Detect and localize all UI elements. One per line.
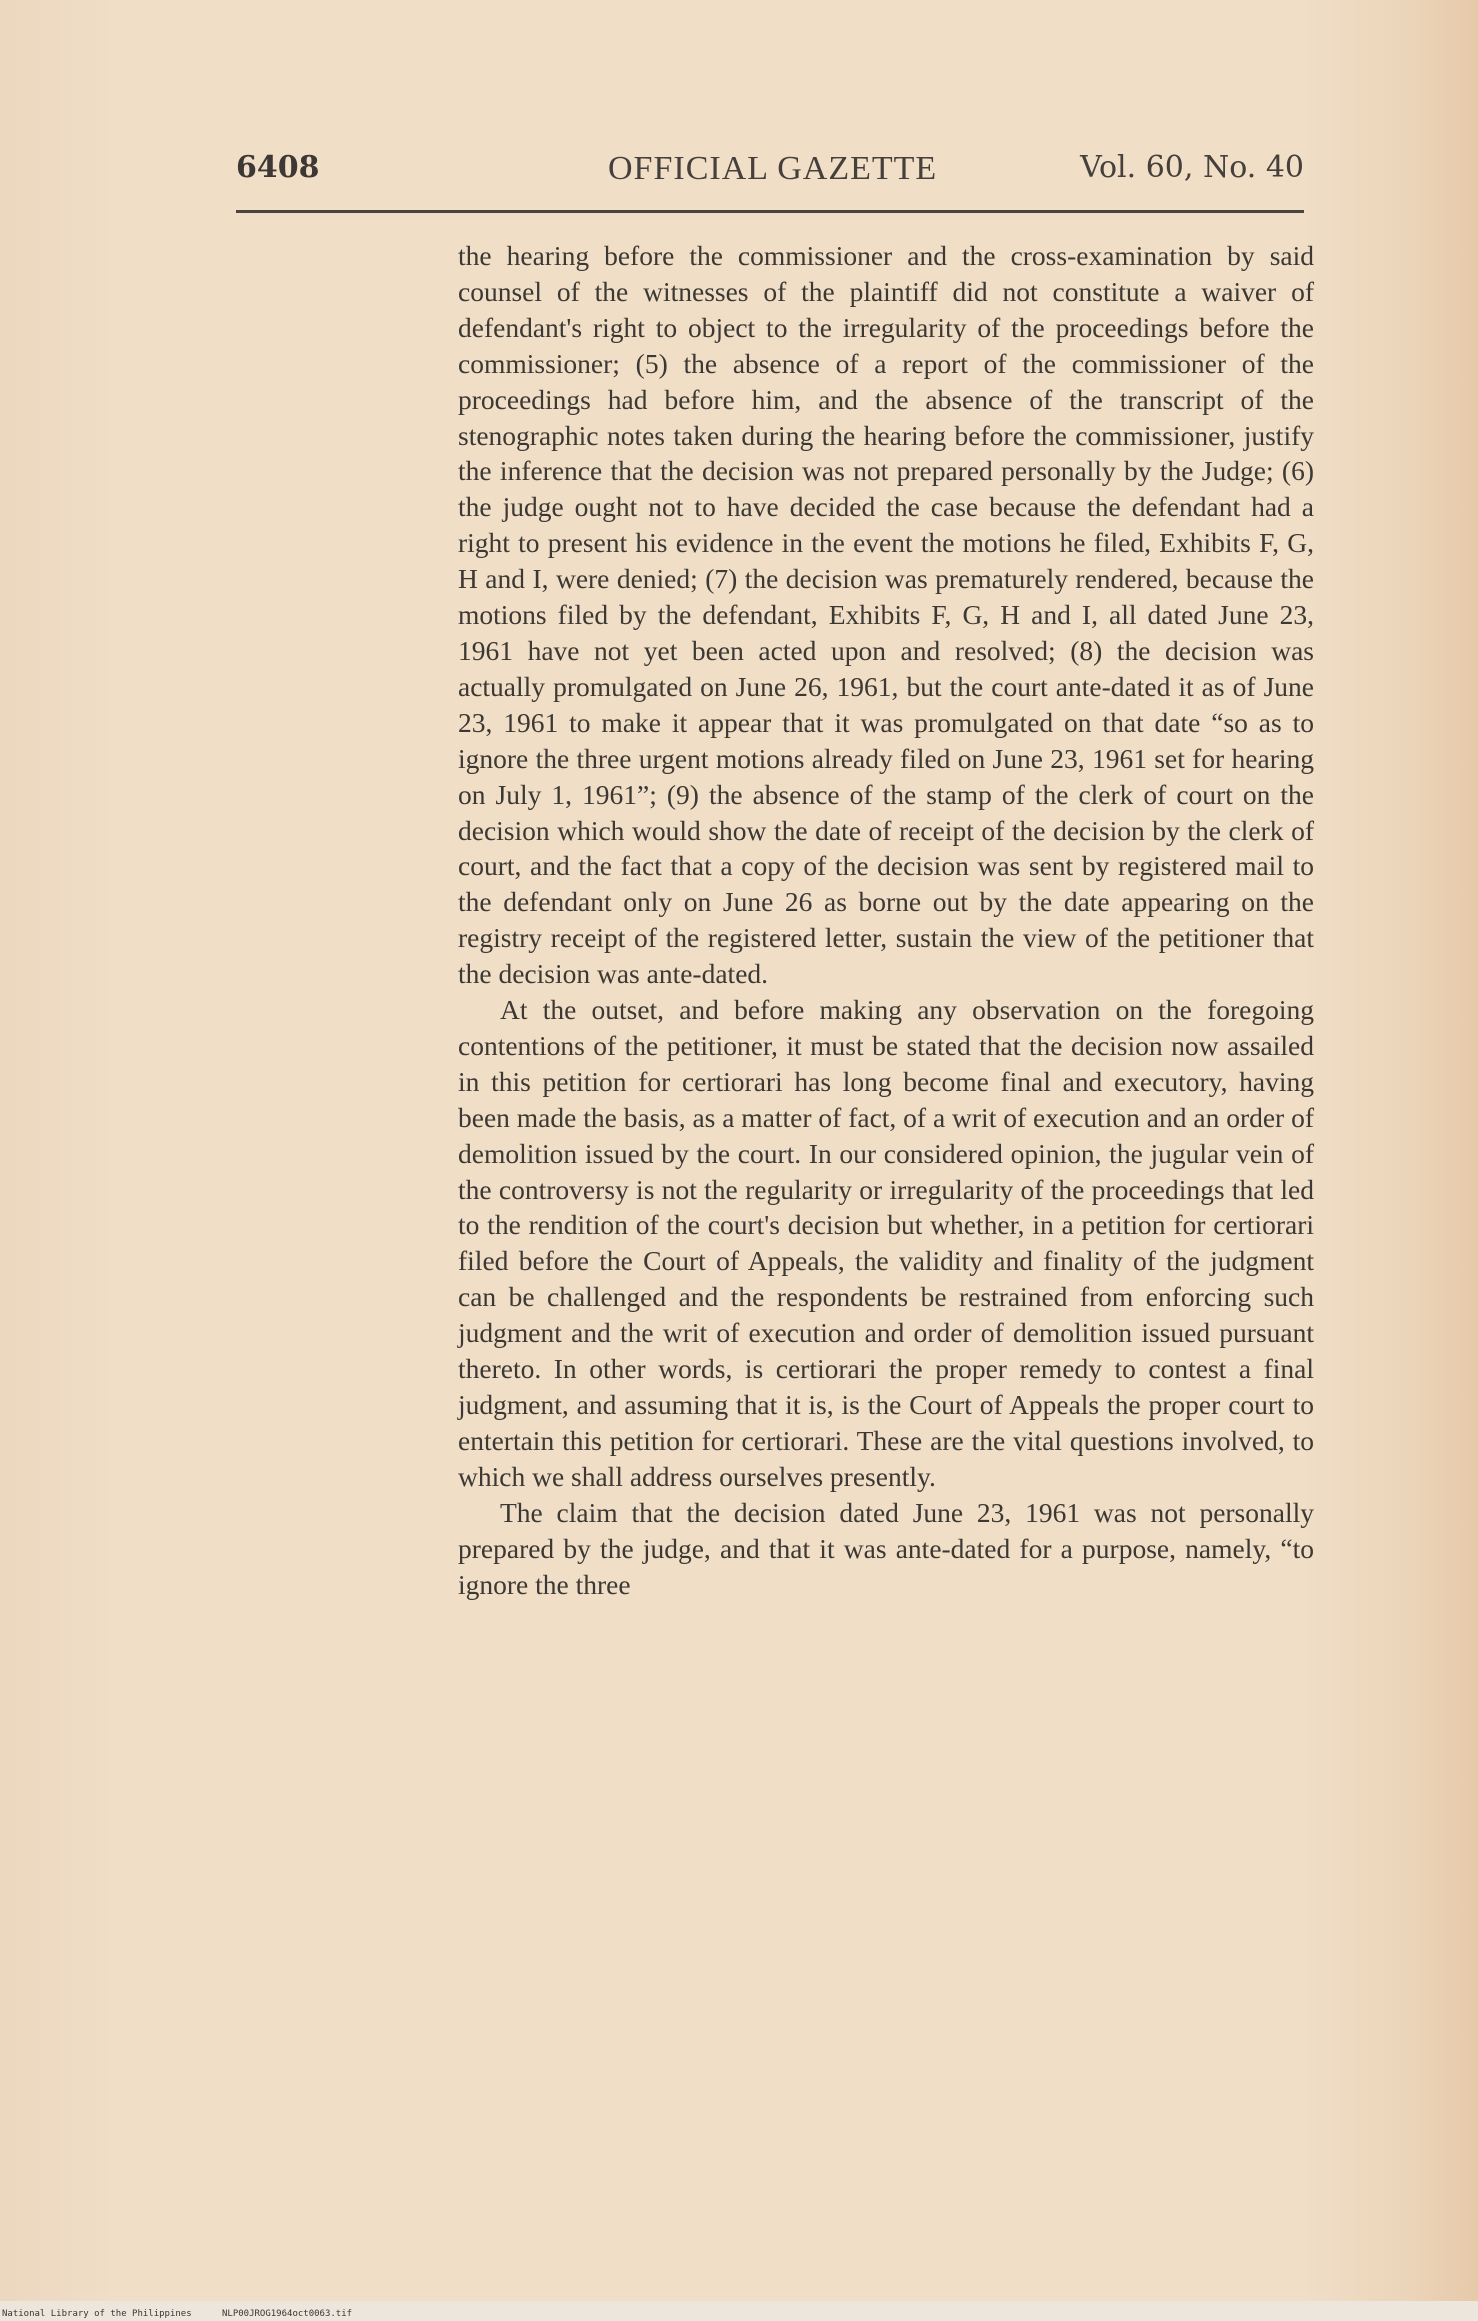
body-text	[458, 238, 1314, 1602]
page-number: 6408	[236, 150, 320, 185]
scan-file-name: NLP00JROG1964oct0063.tif	[222, 2309, 353, 2319]
paragraph: The claim that the decision dated June 23, 1961 was not personally prepared by the judge, and that it was ante-dated for a purpose, namely, “to ignore the three	[458, 1496, 1314, 1600]
paragraph: the hearing before the commissioner and the cross-examination by said counsel of the witnesses of the plaintiff did not constitute a waiver of defendant's right to object to the irregularity of the proceedings before the commissioner; (5) the absence of a report of the commissioner of the proceedings had before him, and the absence of the transcript of the stenographic notes taken during the hearing before the commissioner, justify the inference that the decision was not prepared personally by the Judge; (6) the judge ought not to have decided the case because the defendant had a right to present his evidence in the event the motions he filed, Exhibits F, G, H and I, were denied; (7) the decision was prematurely rendered, because the motions filed by the defendant, Exhibits F, G, H and I, all dated June 23, 1961 have not yet been acted upon and resolved; (8) the decision was actually promulgated on June 26, 1961, but the court ante-dated it as of June 23, 1961 to make it appear that it was promulgated on that date “so as to ignore the three urgent motions already filed on June 23, 1961 set for hearing on July 1, 1961”; (9) the absence of the stamp of the clerk of court on the decision which would show the date of receipt of the decision by the clerk of court, and the fact that a copy of the decision was sent by registered mail to the defendant only on June 26 as borne out by the date appearing on the registry receipt of the registered letter, sustain the view of the petitioner that the decision was ante-dated.	[458, 240, 1314, 990]
library-credit: National Library of the Philippines	[2, 2309, 192, 2319]
page-header	[236, 150, 1304, 194]
publication-title: OFFICIAL GAZETTE	[608, 150, 938, 187]
header-rule	[236, 210, 1304, 213]
paragraph: At the outset, and before making any observation on the foregoing contentions of the petitioner, it must be stated that the decision now assailed in this petition for certiorari has long become final and executory, having been made the basis, as a matter of fact, of a writ of execution and an order of demolition issued by the court. In our considered opinion, the jugular vein of the controversy is not the regularity or irregularity of the proceedings that led to the rendition of the court's decision but whether, in a petition for certiorari filed before the Court of Appeals, the validity and finality of the judgment can be challenged and the respondents be restrained from enforcing such judgment and the writ of execution and order of demolition issued pursuant thereto. In other words, is certiorari the proper remedy to contest a final judgment, and assuming that it is, is the Court of Appeals the proper court to entertain this petition for certiorari. These are the vital questions involved, to which we shall address ourselves presently.	[458, 994, 1314, 1492]
volume-number: Vol. 60, No. 40	[1080, 150, 1304, 185]
